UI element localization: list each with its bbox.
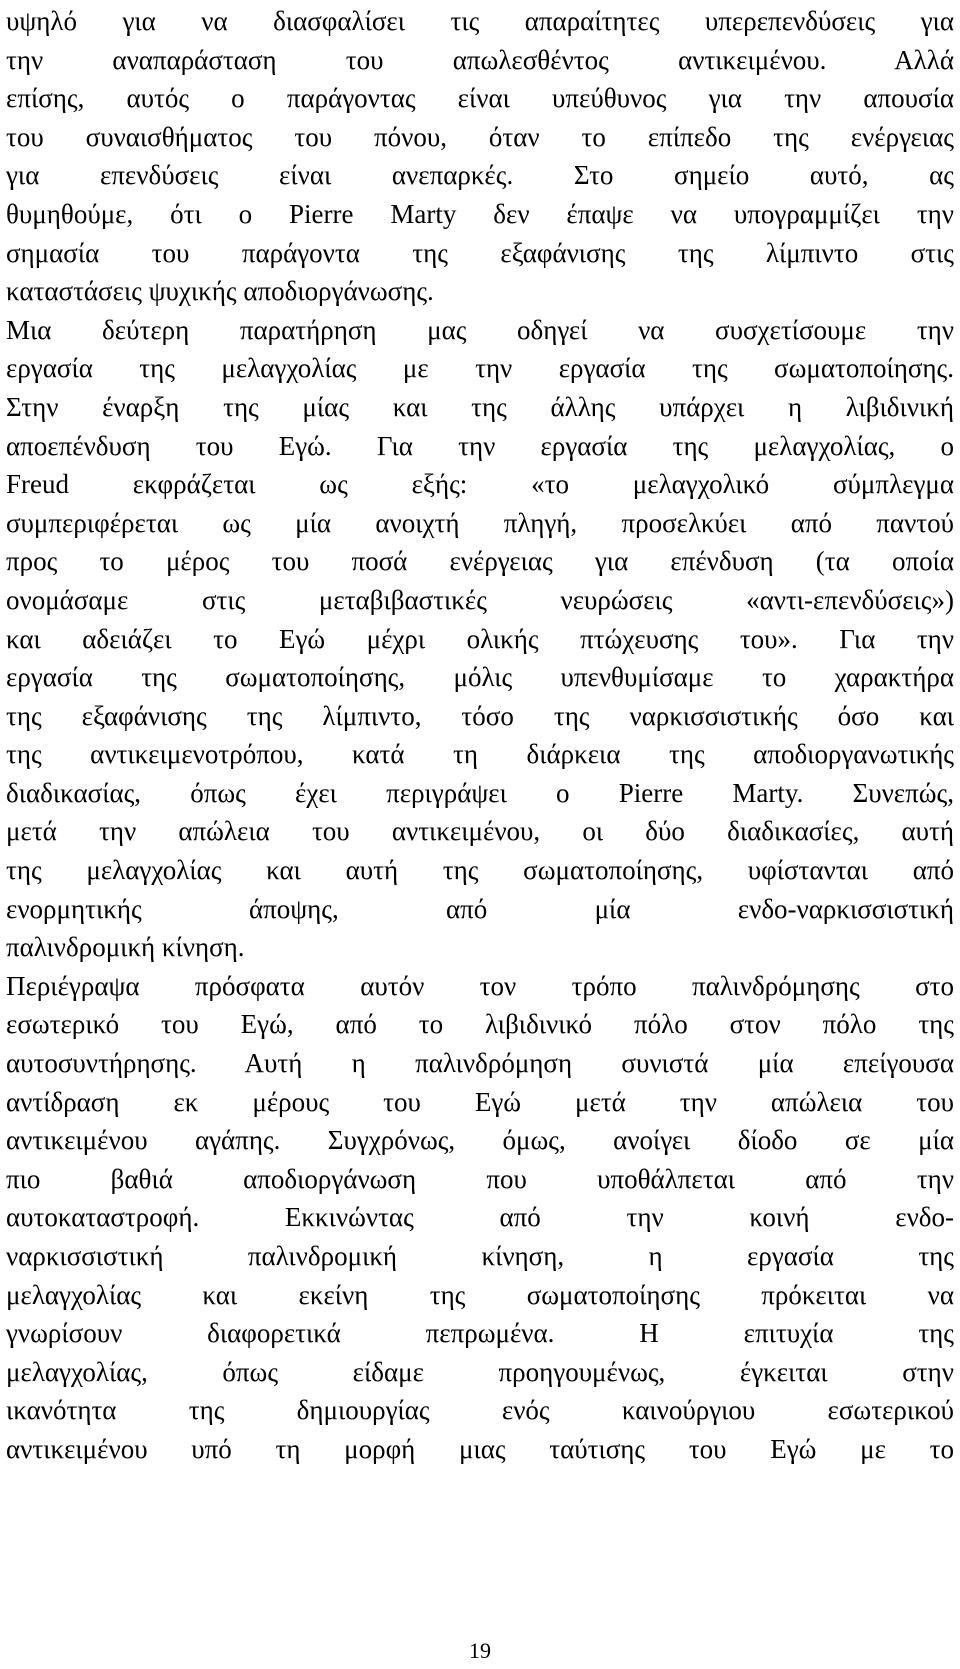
text-line: διαδικασίας, όπως έχει περιγράψει ο Pierre Marty. Συνεπώς, <box>6 777 954 808</box>
text-line: Μια δεύτερη παρατήρηση μας οδηγεί να συσχετίσουμε την <box>6 314 954 345</box>
text-line: γνωρίσουν διαφορετικά πεπρωμένα. Η επιτυχία της <box>6 1318 954 1349</box>
text-line: μελαγχολίας, όπως είδαμε προηγουμένως, έγκειται στην <box>6 1356 954 1387</box>
text-line: ναρκισσιστική παλινδρομική κίνηση, η εργασία της <box>6 1241 954 1271</box>
text-line: πιο βαθιά αποδιοργάνωση που υποθάλπεται από την <box>6 1163 954 1194</box>
text-line: σημασία του παράγοντα της εξαφάνισης της λίμπιντο στις <box>6 237 954 268</box>
text-line: εργασία της σωματοποίησης, μόλις υπενθυμίσαμε το χαρακτήρα <box>6 662 954 693</box>
text-line: ενορμητικής άποψης, από μία ενδο-ναρκισσιστική <box>6 893 954 924</box>
text-line: αντικειμένου υπό τη μορφή μιας ταύτισης του Εγώ με το <box>6 1433 954 1464</box>
text-line: προς το μέρος του ποσά ενέργειας για επένδυση (τα οποία <box>6 546 954 577</box>
text-line: της εξαφάνισης της λίμπιντο, τόσο της ναρκισσιστικής όσο και <box>6 700 954 731</box>
text-line: Στην έναρξη της μίας και της άλλης υπάρχει η λιβιδινική <box>6 391 954 422</box>
text-line: Freud εκφράζεται ως εξής: «το μελαγχολικό σύμπλεγμα <box>6 469 954 500</box>
text-line: για επενδύσεις είναι ανεπαρκές. Στο σημείο αυτό, ας <box>6 160 954 191</box>
text-line: Περιέγραψα πρόσφατα αυτόν τον τρόπο παλινδρόμησης στο <box>6 970 954 1001</box>
text-line: αυτοκαταστροφή. Εκκινώντας από την κοινή ενδο- <box>6 1202 954 1233</box>
text-line: θυμηθούμε, ότι ο Pierre Marty δεν έπαψε να υπογραμμίζει την <box>6 198 954 229</box>
text-line: αυτοσυντήρησης. Αυτή η παλινδρόμηση συνιστά μία επείγουσα <box>6 1048 954 1079</box>
text-line: αντίδραση εκ μέρους του Εγώ μετά την απώλεια του <box>6 1086 954 1117</box>
text-line: της μελαγχολίας και αυτή της σωματοποίησης, υφίστανται από <box>6 855 954 886</box>
text-line: εργασία της μελαγχολίας με την εργασία της σωματοποίησης. <box>6 353 954 384</box>
text-line: και αδειάζει το Εγώ μέχρι ολικής πτώχευσης του». Για την <box>6 623 954 654</box>
text-line: εσωτερικό του Εγώ, από το λιβιδινικό πόλο στον πόλο της <box>6 1009 954 1040</box>
text-line: επίσης, αυτός ο παράγοντας είναι υπεύθυνος για την απουσία <box>6 83 954 114</box>
text-line: καταστάσεις ψυχικής αποδιοργάνωσης. <box>6 276 434 307</box>
text-line: συμπεριφέρεται ως μία ανοιχτή πληγή, προσελκύει από παντού <box>6 507 954 538</box>
text-line: μελαγχολίας και εκείνη της σωματοποίησης πρόκειται να <box>6 1279 954 1310</box>
page-number: 19 <box>469 1638 491 1663</box>
text-line: ονομάσαμε στις μεταβιβαστικές νευρώσεις «αντι-επενδύσεις») <box>6 584 954 615</box>
text-line: αντικειμένου αγάπης. Συγχρόνως, όμως, ανοίγει δίοδο σε μία <box>6 1125 954 1156</box>
text-line: υψηλό για να διασφαλίσει τις απαραίτητες υπερεπενδύσεις για <box>6 6 954 36</box>
text-line: την αναπαράσταση του απωλεσθέντος αντικειμένου. Αλλά <box>6 44 954 75</box>
text-line: παλινδρομική κίνηση. <box>6 932 245 963</box>
text-line: αποεπένδυση του Εγώ. Για την εργασία της μελαγχολίας, ο <box>6 430 954 461</box>
text-line: της αντικειμενοτρόπου, κατά τη διάρκεια της αποδιοργανωτικής <box>6 739 954 770</box>
text-line: του συναισθήματος του πόνου, όταν το επίπεδο της ενέργειας <box>6 121 954 152</box>
text-line: μετά την απώλεια του αντικειμένου, οι δύο διαδικασίες, αυτή <box>6 816 954 847</box>
body-text <box>6 2 954 1469</box>
text-line: ικανότητα της δημιουργίας ενός καινούργιου εσωτερικού <box>6 1395 954 1426</box>
